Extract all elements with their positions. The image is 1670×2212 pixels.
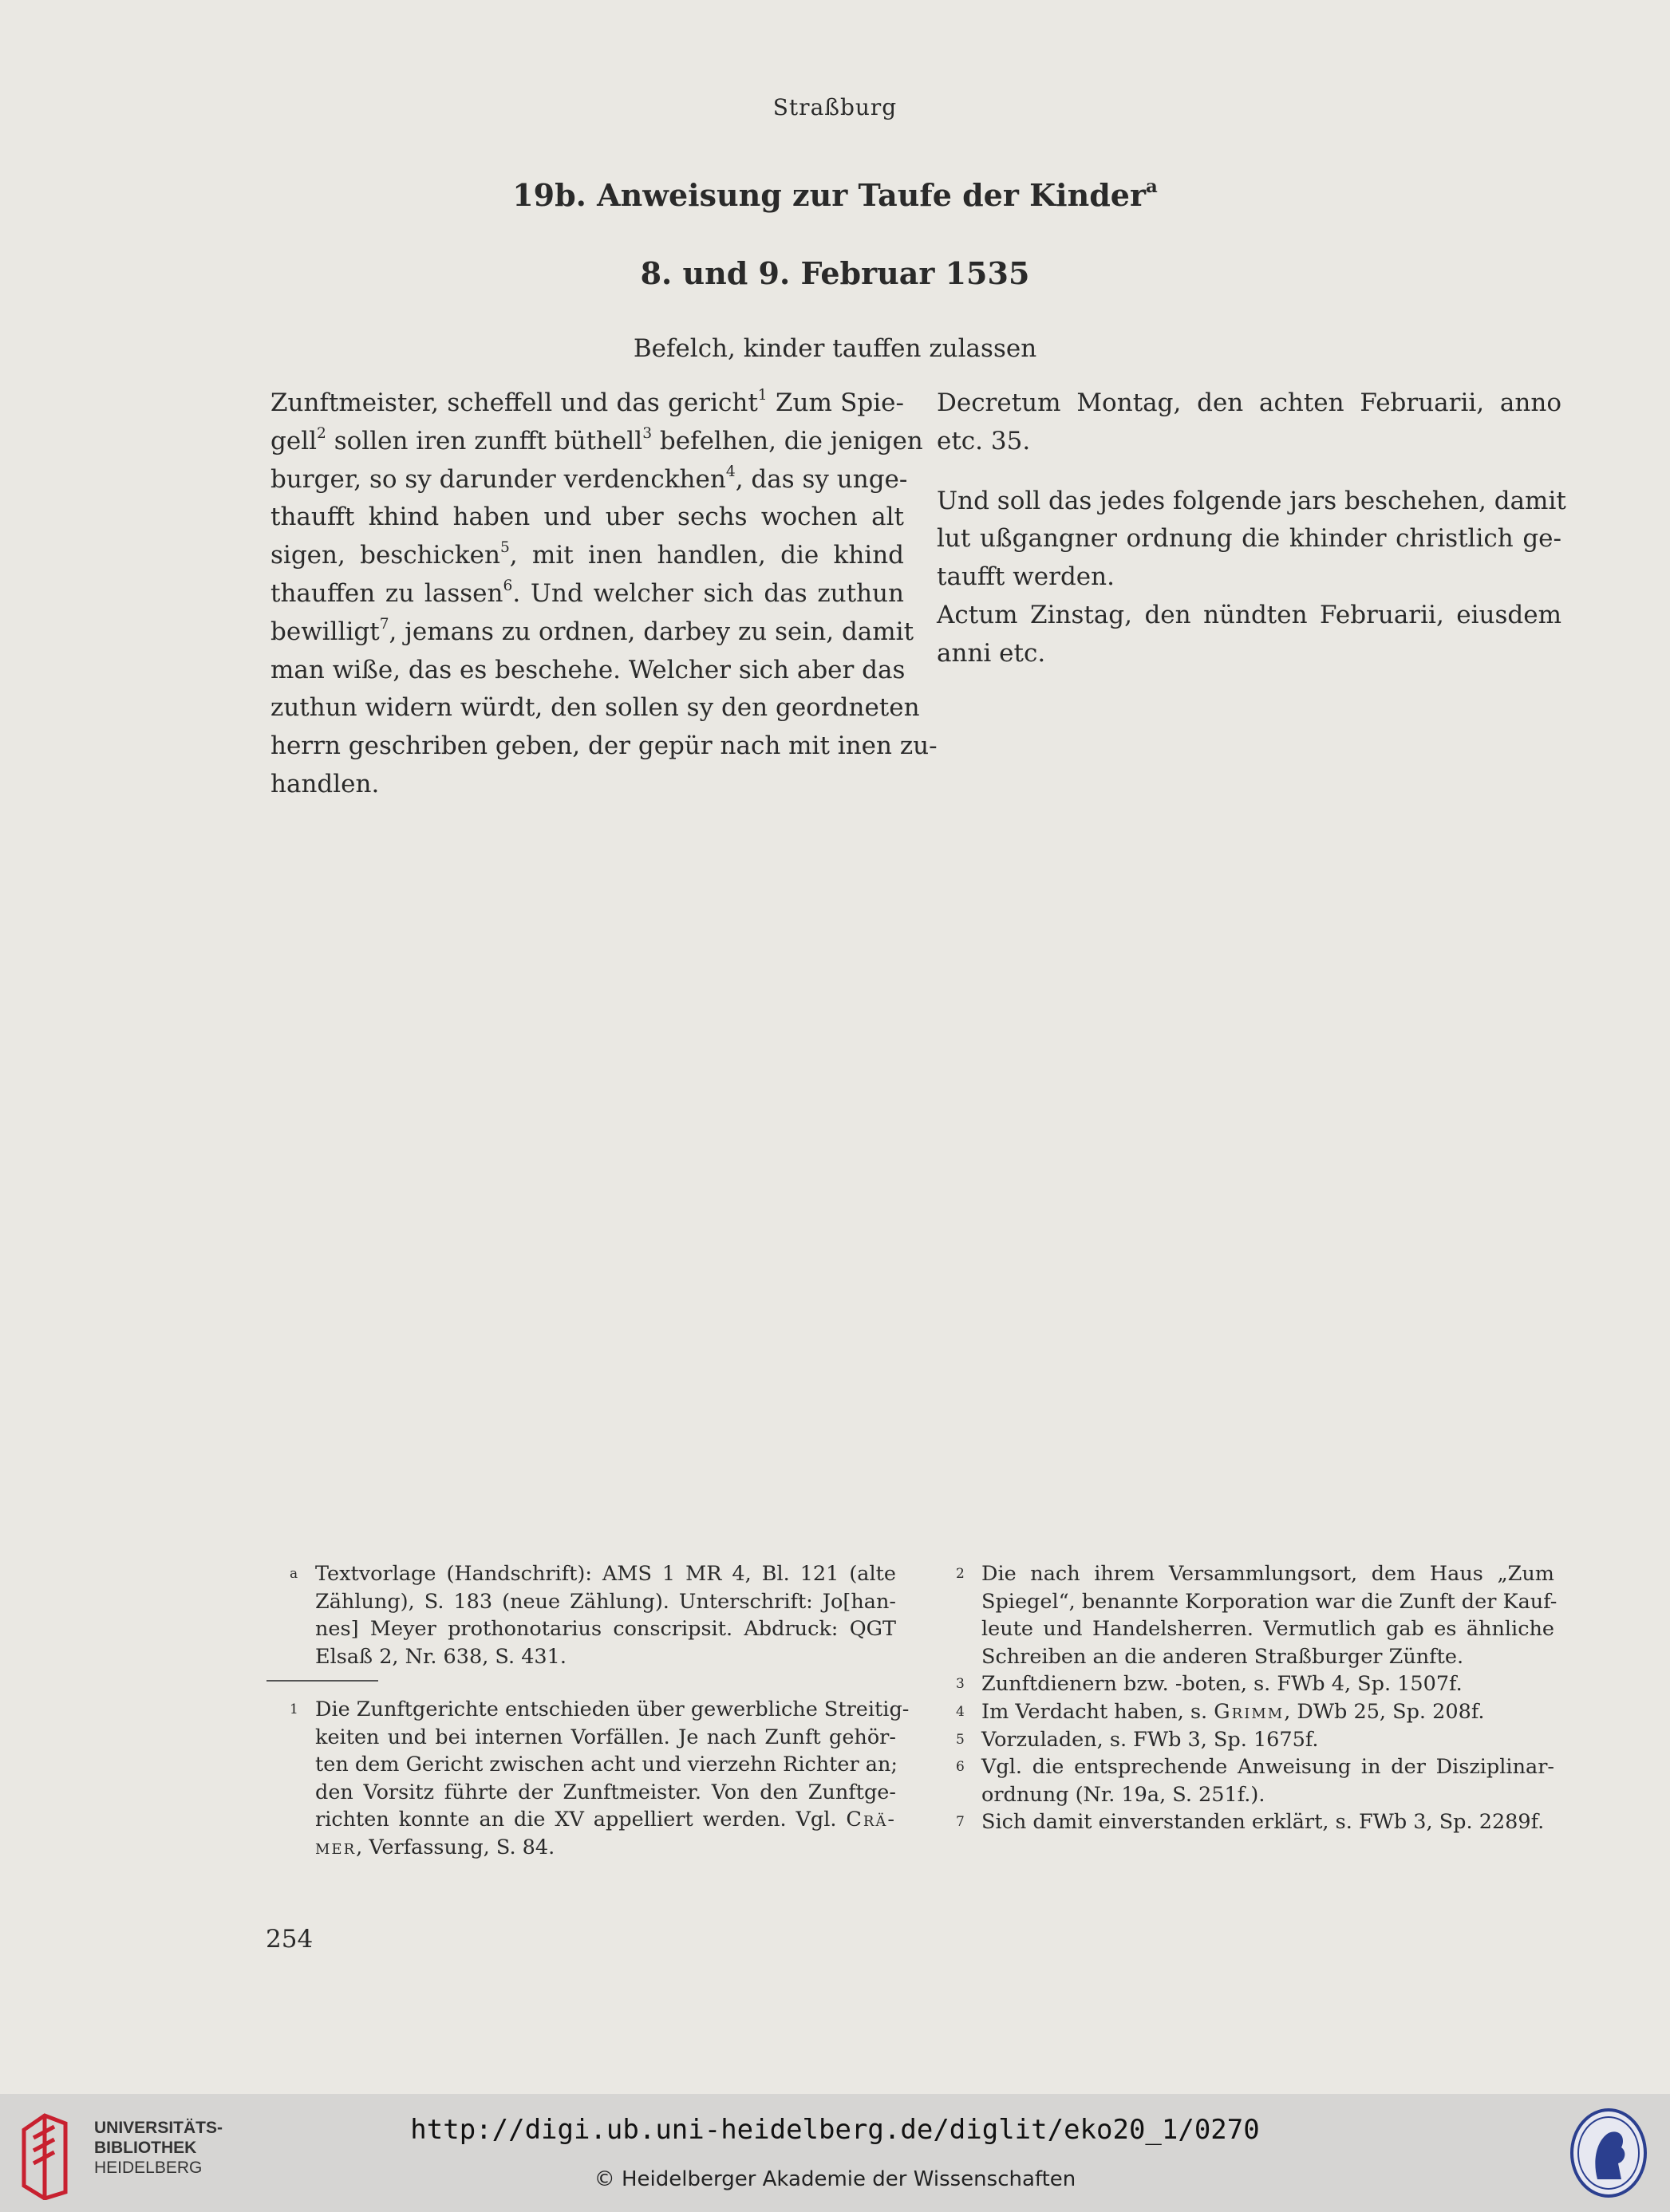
document-date: 8. und 9. Februar 1535: [640, 255, 1030, 291]
document-title: [0, 177, 1670, 213]
footnote-mark: 7: [956, 1814, 965, 1831]
footnote-line: Textvorlage (Handschrift): AMS 1 MR 4, Bl. 121 (alte: [315, 1562, 896, 1586]
footnote-entry: [270, 1560, 896, 1670]
footnote-line: ten dem Gericht zwischen acht und vierzehn Richter an;: [315, 1753, 898, 1777]
footnote-line: Zunftdienern bzw. -boten, s. FWb 4, Sp. 1507f.: [981, 1672, 1463, 1697]
footnote-entry: [937, 1808, 1554, 1836]
author-name: Crä-: [846, 1808, 896, 1832]
left-column-text: [270, 384, 938, 804]
footnote-ref: 7: [379, 615, 389, 633]
footnote-line: Vorzuladen, s. FWb 3, Sp. 1675f.: [981, 1727, 1319, 1752]
footnote-entry: [937, 1670, 1554, 1698]
library-name-line: BIBLIOTHEK: [94, 2139, 197, 2157]
title-footnote-mark: a: [1145, 175, 1158, 197]
footnote-line: den Vorsitz führte der Zunftmeister. Von den Zunftge-: [315, 1780, 896, 1804]
footnote-line: Elsaß 2, Nr. 638, S. 431.: [315, 1644, 567, 1669]
copyright-notice: © Heidelberger Akademie der Wissenschaften: [594, 2167, 1076, 2191]
footnote-line: Die nach ihrem Versammlungsort, dem Haus „Zum: [981, 1562, 1554, 1586]
text-line: Actum Zinstag, den nündten Februarii, eiusdem: [937, 600, 1561, 629]
text-line: anni etc.: [937, 638, 1046, 668]
footnote-line: Sich damit einverstanden erklärt, s. FWb 3, Sp. 2289f.: [981, 1810, 1545, 1835]
text-line: lut ußgangner ordnung die khinder christlich ge-: [937, 524, 1561, 554]
footnote-entry: [270, 1696, 910, 1862]
footnote-ref: 6: [503, 578, 513, 595]
text-line: zuthun widern würdt, den sollen sy den geordneten: [270, 693, 920, 723]
page-number: 254: [266, 1925, 314, 1954]
footnote-entry: [937, 1726, 1554, 1754]
footnote-line: keiten und bei internen Vorfällen. Je nach Zunft gehör-: [315, 1725, 896, 1749]
footnote-mark: 3: [956, 1676, 965, 1693]
footnote-line: nes] Meyer prothonotarius conscripsit. Abdruck: QGT: [315, 1617, 896, 1642]
footnote-line: Spiegel“, benannte Korporation war die Zunft der Kauf-: [981, 1589, 1557, 1614]
footnote-ref: 3: [642, 424, 653, 442]
footnote-line: ordnung (Nr. 19a, S. 251f.).: [981, 1782, 1265, 1807]
academy-seal-icon: [1569, 2106, 1648, 2200]
document-subtitle: Befelch, kinder tauffen zulassen: [633, 334, 1037, 363]
text-line: etc. 35.: [937, 426, 1031, 455]
text-line: herrn geschriben geben, der gepür nach mit inen zu-: [270, 731, 938, 761]
footnote-entry: [937, 1560, 1557, 1670]
text-line: bewilligt$^7$, jemans zu ordnen, darbey zu sein, damit: [270, 615, 914, 646]
footnote-mark: a: [290, 1566, 298, 1582]
footnote-mark: 5: [956, 1731, 965, 1748]
source-url-link[interactable]: http://digi.ub.uni-heidelberg.de/diglit/eko20_1/0270: [410, 2114, 1260, 2146]
footnote-divider: [266, 1680, 378, 1682]
text-line: sigen, beschicken$^5$, mit inen handlen, die khind: [270, 539, 905, 570]
text-line: thaufft khind haben und uber sechs wochen alt: [270, 503, 904, 532]
text-line: handlen.: [270, 769, 380, 798]
footnote-mark: 2: [956, 1566, 965, 1582]
text-line: burger, so sy darunder verdenckhen$^4$, das sy unge-: [270, 463, 908, 494]
footnote-ref: 5: [499, 539, 510, 557]
library-name-line: UNIVERSITÄTS-: [94, 2119, 223, 2137]
author-name: Grimm: [1214, 1699, 1285, 1724]
footnote-line: richten konnte an die XV appelliert werden. Vgl. Crä-: [315, 1808, 896, 1832]
right-paragraph-ordnung: [937, 483, 1566, 597]
footnote-entry: [937, 1698, 1554, 1726]
footnotes-right-column: [937, 1560, 1557, 1836]
running-head: Straßburg: [772, 94, 898, 120]
library-name-line: HEIDELBERG: [94, 2159, 203, 2177]
footnote-line: mer, Verfassung, S. 84.: [315, 1835, 555, 1859]
footer-bar: [0, 2094, 1670, 2212]
text-line: gell$^2$ sollen iren zunfft büthell$^3$ befelhen, die jenigen: [270, 424, 923, 455]
footnote-entry: [937, 1753, 1554, 1808]
right-column-text: [937, 384, 1566, 673]
text-line: Und soll das jedes folgende jars beschehen, damit: [937, 486, 1566, 515]
right-paragraph-actum: [937, 597, 1561, 673]
footnote-mark: 4: [956, 1703, 965, 1720]
footnote-line: Zählung), S. 183 (neue Zählung). Unterschrift: Jo[han-: [315, 1589, 896, 1614]
text-line: man wiße, das es beschehe. Welcher sich aber das: [270, 655, 906, 684]
title-text: 19b. Anweisung zur Taufe der Kinder: [512, 177, 1146, 213]
footnote-ref: 1: [757, 387, 768, 404]
text-line: taufft werden.: [937, 562, 1115, 592]
footnote-line: Im Verdacht haben, s. Grimm, DWb 25, Sp. 208f.: [981, 1699, 1485, 1724]
author-name: mer: [315, 1835, 357, 1859]
footnote-mark: 1: [290, 1701, 298, 1717]
footnote-1: [270, 1696, 910, 1862]
text-line: thauffen zu lassen$^6$. Und welcher sich das zuthun: [270, 578, 904, 608]
footnote-line: leute und Handelsherren. Vermutlich gab es ähnliche: [981, 1617, 1554, 1642]
footnote-line: Die Zunftgerichte entschieden über gewerbliche Streitig-: [315, 1697, 910, 1721]
text-line: Decretum Montag, den achten Februarii, anno: [937, 388, 1561, 417]
footnote-ref: 4: [725, 463, 736, 480]
footnote-a: [270, 1560, 896, 1670]
right-paragraph-decretum: [937, 384, 1561, 461]
footnote-line: Vgl. die entsprechende Anweisung in der Disziplinar-: [981, 1755, 1554, 1780]
footnote-line: Schreiben an die anderen Straßburger Zünfte.: [981, 1644, 1464, 1669]
footnote-ref: 2: [317, 424, 326, 442]
text-line: Zunftmeister, scheffell und das gericht$^1$ Zum Spie-: [270, 387, 904, 417]
footnote-mark: 6: [956, 1759, 965, 1776]
